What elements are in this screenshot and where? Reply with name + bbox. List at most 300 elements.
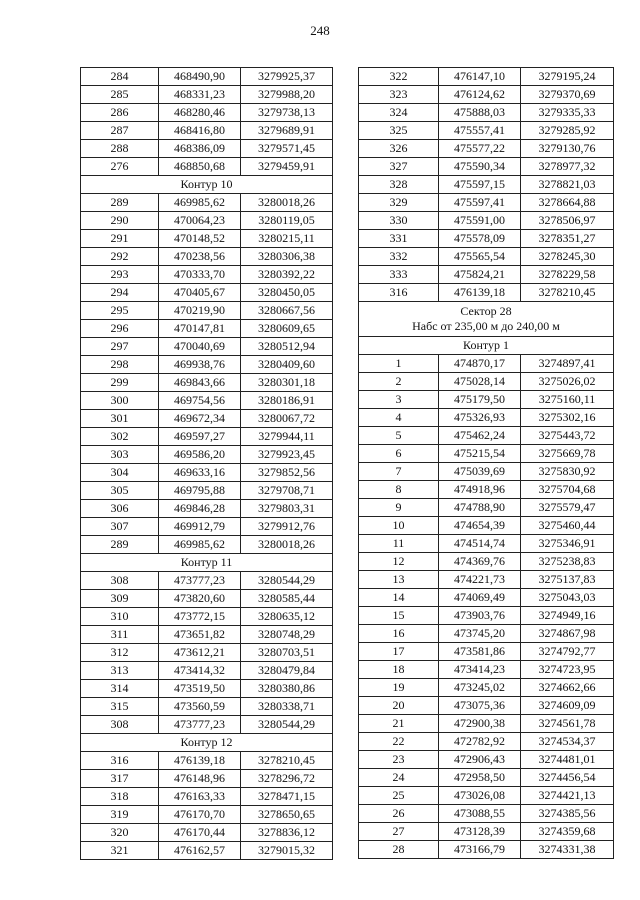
x-coordinate-cell: 475590,34 [439, 158, 521, 176]
point-number-cell: 17 [359, 643, 439, 661]
point-number-cell: 8 [359, 481, 439, 499]
point-number-cell: 310 [81, 608, 159, 626]
table-row [81, 338, 333, 356]
y-coordinate-cell: 3280409,60 [241, 356, 333, 374]
point-number-cell: 320 [81, 824, 159, 842]
point-number-cell: 21 [359, 715, 439, 733]
x-coordinate-cell: 473745,20 [439, 625, 521, 643]
y-coordinate-cell: 3280635,12 [241, 608, 333, 626]
table-row [81, 608, 333, 626]
y-coordinate-cell: 3278245,30 [521, 248, 614, 266]
y-coordinate-cell: 3280067,72 [241, 410, 333, 428]
contour-header: Контур 12 [81, 734, 333, 752]
table-row [81, 374, 333, 392]
y-coordinate-cell: 3275830,92 [521, 463, 614, 481]
point-number-cell: 308 [81, 572, 159, 590]
y-coordinate-cell: 3279988,20 [241, 86, 333, 104]
table-row [359, 733, 614, 751]
point-number-cell: 321 [81, 842, 159, 860]
table-row [81, 824, 333, 842]
point-number-cell: 314 [81, 680, 159, 698]
table-row [81, 284, 333, 302]
y-coordinate-cell: 3274421,13 [521, 787, 614, 805]
y-coordinate-cell: 3280450,05 [241, 284, 333, 302]
point-number-cell: 14 [359, 589, 439, 607]
x-coordinate-cell: 469754,56 [159, 392, 241, 410]
y-coordinate-cell: 3275669,78 [521, 445, 614, 463]
x-coordinate-cell: 474221,73 [439, 571, 521, 589]
x-coordinate-cell: 476124,62 [439, 86, 521, 104]
y-coordinate-cell: 3280748,29 [241, 626, 333, 644]
point-number-cell: 290 [81, 212, 159, 230]
point-number-cell: 20 [359, 697, 439, 715]
point-number-cell: 288 [81, 140, 159, 158]
y-coordinate-cell: 3279130,76 [521, 140, 614, 158]
y-coordinate-cell: 3278471,15 [241, 788, 333, 806]
x-coordinate-cell: 475578,09 [439, 230, 521, 248]
y-coordinate-cell: 3279912,76 [241, 518, 333, 536]
point-number-cell: 23 [359, 751, 439, 769]
point-number-cell: 316 [81, 752, 159, 770]
table-row [81, 68, 333, 86]
table-row [359, 715, 614, 733]
x-coordinate-cell: 468331,23 [159, 86, 241, 104]
y-coordinate-cell: 3279335,33 [521, 104, 614, 122]
y-coordinate-cell: 3280392,22 [241, 266, 333, 284]
point-number-cell: 287 [81, 122, 159, 140]
x-coordinate-cell: 469846,28 [159, 500, 241, 518]
table-row [81, 428, 333, 446]
point-number-cell: 328 [359, 176, 439, 194]
point-number-cell: 322 [359, 68, 439, 86]
y-coordinate-cell: 3279852,56 [241, 464, 333, 482]
y-coordinate-cell: 3280512,94 [241, 338, 333, 356]
point-number-cell: 291 [81, 230, 159, 248]
point-number-cell: 15 [359, 607, 439, 625]
y-coordinate-cell: 3274867,98 [521, 625, 614, 643]
point-number-cell: 308 [81, 716, 159, 734]
x-coordinate-cell: 470405,67 [159, 284, 241, 302]
table-row [359, 158, 614, 176]
y-coordinate-cell: 3274723,95 [521, 661, 614, 679]
y-coordinate-cell: 3274331,38 [521, 841, 614, 859]
point-number-cell: 13 [359, 571, 439, 589]
table-row [359, 409, 614, 427]
table-row [359, 643, 614, 661]
point-number-cell: 325 [359, 122, 439, 140]
y-coordinate-cell: 3278229,58 [521, 266, 614, 284]
point-number-cell: 289 [81, 536, 159, 554]
table-row [81, 104, 333, 122]
x-coordinate-cell: 475565,54 [439, 248, 521, 266]
table-row [359, 68, 614, 86]
y-coordinate-cell: 3278210,45 [241, 752, 333, 770]
point-number-cell: 293 [81, 266, 159, 284]
x-coordinate-cell: 475888,03 [439, 104, 521, 122]
x-coordinate-cell: 468490,90 [159, 68, 241, 86]
y-coordinate-cell: 3275302,16 [521, 409, 614, 427]
y-coordinate-cell: 3279925,37 [241, 68, 333, 86]
table-row [81, 680, 333, 698]
x-coordinate-cell: 474788,90 [439, 499, 521, 517]
y-coordinate-cell: 3280018,26 [241, 194, 333, 212]
table-row [81, 626, 333, 644]
y-coordinate-cell: 3279285,92 [521, 122, 614, 140]
x-coordinate-cell: 470040,69 [159, 338, 241, 356]
x-coordinate-cell: 476162,57 [159, 842, 241, 860]
y-coordinate-cell: 3275460,44 [521, 517, 614, 535]
contour-header-row [81, 554, 333, 572]
point-number-cell: 313 [81, 662, 159, 680]
point-number-cell: 296 [81, 320, 159, 338]
y-coordinate-cell: 3274385,56 [521, 805, 614, 823]
point-number-cell: 301 [81, 410, 159, 428]
x-coordinate-cell: 473777,23 [159, 572, 241, 590]
point-number-cell: 24 [359, 769, 439, 787]
point-number-cell: 304 [81, 464, 159, 482]
y-coordinate-cell: 3275443,72 [521, 427, 614, 445]
table-row [359, 284, 614, 302]
point-number-cell: 12 [359, 553, 439, 571]
point-number-cell: 5 [359, 427, 439, 445]
table-row [81, 122, 333, 140]
table-row [81, 86, 333, 104]
point-number-cell: 305 [81, 482, 159, 500]
point-number-cell: 324 [359, 104, 439, 122]
y-coordinate-cell: 3274792,77 [521, 643, 614, 661]
y-coordinate-cell: 3275346,91 [521, 535, 614, 553]
contour-header-row [81, 734, 333, 752]
y-coordinate-cell: 3275579,47 [521, 499, 614, 517]
y-coordinate-cell: 3280703,51 [241, 644, 333, 662]
x-coordinate-cell: 476170,44 [159, 824, 241, 842]
table-row [359, 805, 614, 823]
x-coordinate-cell: 469912,79 [159, 518, 241, 536]
y-coordinate-cell: 3274662,66 [521, 679, 614, 697]
point-number-cell: 22 [359, 733, 439, 751]
x-coordinate-cell: 473128,39 [439, 823, 521, 841]
x-coordinate-cell: 473088,55 [439, 805, 521, 823]
x-coordinate-cell: 475597,15 [439, 176, 521, 194]
x-coordinate-cell: 470064,23 [159, 212, 241, 230]
table-row [359, 769, 614, 787]
table-row [81, 194, 333, 212]
coordinates-table-right [358, 67, 614, 859]
x-coordinate-cell: 469938,76 [159, 356, 241, 374]
y-coordinate-cell: 3279571,45 [241, 140, 333, 158]
point-number-cell: 329 [359, 194, 439, 212]
point-number-cell: 285 [81, 86, 159, 104]
x-coordinate-cell: 472782,92 [439, 733, 521, 751]
point-number-cell: 311 [81, 626, 159, 644]
contour-header: Контур 11 [81, 554, 333, 572]
y-coordinate-cell: 3274949,16 [521, 607, 614, 625]
point-number-cell: 307 [81, 518, 159, 536]
y-coordinate-cell: 3278506,97 [521, 212, 614, 230]
point-number-cell: 316 [359, 284, 439, 302]
y-coordinate-cell: 3274897,41 [521, 355, 614, 373]
table-row [359, 823, 614, 841]
table-row [359, 445, 614, 463]
point-number-cell: 276 [81, 158, 159, 176]
x-coordinate-cell: 473560,59 [159, 698, 241, 716]
x-coordinate-cell: 469843,66 [159, 374, 241, 392]
table-row [359, 499, 614, 517]
point-number-cell: 298 [81, 356, 159, 374]
table-row [81, 248, 333, 266]
x-coordinate-cell: 473777,23 [159, 716, 241, 734]
x-coordinate-cell: 476148,96 [159, 770, 241, 788]
point-number-cell: 303 [81, 446, 159, 464]
x-coordinate-cell: 473026,08 [439, 787, 521, 805]
table-row [81, 590, 333, 608]
x-coordinate-cell: 469985,62 [159, 536, 241, 554]
x-coordinate-cell: 468386,09 [159, 140, 241, 158]
x-coordinate-cell: 473820,60 [159, 590, 241, 608]
point-number-cell: 18 [359, 661, 439, 679]
point-number-cell: 10 [359, 517, 439, 535]
table-row [359, 625, 614, 643]
y-coordinate-cell: 3278351,27 [521, 230, 614, 248]
table-row [81, 140, 333, 158]
table-row [359, 571, 614, 589]
x-coordinate-cell: 475557,41 [439, 122, 521, 140]
x-coordinate-cell: 470333,70 [159, 266, 241, 284]
x-coordinate-cell: 475591,00 [439, 212, 521, 230]
point-number-cell: 6 [359, 445, 439, 463]
y-coordinate-cell: 3279195,24 [521, 68, 614, 86]
point-number-cell: 332 [359, 248, 439, 266]
x-coordinate-cell: 474870,17 [439, 355, 521, 373]
table-row [359, 463, 614, 481]
table-row [81, 536, 333, 554]
point-number-cell: 295 [81, 302, 159, 320]
x-coordinate-cell: 469985,62 [159, 194, 241, 212]
table-row [81, 212, 333, 230]
point-number-cell: 326 [359, 140, 439, 158]
y-coordinate-cell: 3279370,69 [521, 86, 614, 104]
y-coordinate-cell: 3280609,65 [241, 320, 333, 338]
y-coordinate-cell: 3278210,45 [521, 284, 614, 302]
table-row [359, 104, 614, 122]
point-number-cell: 327 [359, 158, 439, 176]
point-number-cell: 309 [81, 590, 159, 608]
coordinates-table-left [80, 67, 333, 860]
x-coordinate-cell: 469795,88 [159, 482, 241, 500]
y-coordinate-cell: 3279923,45 [241, 446, 333, 464]
x-coordinate-cell: 473903,76 [439, 607, 521, 625]
x-coordinate-cell: 473651,82 [159, 626, 241, 644]
y-coordinate-cell: 3274456,54 [521, 769, 614, 787]
table-row [81, 572, 333, 590]
x-coordinate-cell: 474369,76 [439, 553, 521, 571]
x-coordinate-cell: 468416,80 [159, 122, 241, 140]
x-coordinate-cell: 472900,38 [439, 715, 521, 733]
table-row [359, 140, 614, 158]
x-coordinate-cell: 474654,39 [439, 517, 521, 535]
x-coordinate-cell: 474918,96 [439, 481, 521, 499]
x-coordinate-cell: 468850,68 [159, 158, 241, 176]
y-coordinate-cell: 3279738,13 [241, 104, 333, 122]
table-row [81, 482, 333, 500]
table-row [359, 607, 614, 625]
x-coordinate-cell: 473166,79 [439, 841, 521, 859]
y-coordinate-cell: 3279015,32 [241, 842, 333, 860]
x-coordinate-cell: 475597,41 [439, 194, 521, 212]
table-row [81, 302, 333, 320]
point-number-cell: 315 [81, 698, 159, 716]
x-coordinate-cell: 470238,56 [159, 248, 241, 266]
table-row [359, 176, 614, 194]
point-number-cell: 323 [359, 86, 439, 104]
point-number-cell: 27 [359, 823, 439, 841]
y-coordinate-cell: 3278664,88 [521, 194, 614, 212]
table-row [81, 266, 333, 284]
y-coordinate-cell: 3275137,83 [521, 571, 614, 589]
x-coordinate-cell: 476147,10 [439, 68, 521, 86]
x-coordinate-cell: 475824,21 [439, 266, 521, 284]
y-coordinate-cell: 3280338,71 [241, 698, 333, 716]
point-number-cell: 289 [81, 194, 159, 212]
x-coordinate-cell: 473772,15 [159, 608, 241, 626]
table-row [359, 122, 614, 140]
x-coordinate-cell: 474514,74 [439, 535, 521, 553]
point-number-cell: 1 [359, 355, 439, 373]
y-coordinate-cell: 3278650,65 [241, 806, 333, 824]
contour-header-row [359, 337, 614, 355]
table-row [81, 410, 333, 428]
point-number-cell: 297 [81, 338, 159, 356]
table-row [81, 230, 333, 248]
point-number-cell: 286 [81, 104, 159, 122]
table-row [81, 806, 333, 824]
table-row [81, 158, 333, 176]
x-coordinate-cell: 475028,14 [439, 373, 521, 391]
y-coordinate-cell: 3279803,31 [241, 500, 333, 518]
x-coordinate-cell: 470148,52 [159, 230, 241, 248]
point-number-cell: 306 [81, 500, 159, 518]
point-number-cell: 19 [359, 679, 439, 697]
y-coordinate-cell: 3280380,86 [241, 680, 333, 698]
y-coordinate-cell: 3280301,18 [241, 374, 333, 392]
contour-header: Контур 1 [359, 337, 614, 355]
y-coordinate-cell: 3274534,37 [521, 733, 614, 751]
table-row [359, 230, 614, 248]
table-row [81, 644, 333, 662]
x-coordinate-cell: 475577,22 [439, 140, 521, 158]
point-number-cell: 292 [81, 248, 159, 266]
x-coordinate-cell: 475215,54 [439, 445, 521, 463]
table-row [359, 481, 614, 499]
point-number-cell: 317 [81, 770, 159, 788]
x-coordinate-cell: 470147,81 [159, 320, 241, 338]
table-row [359, 391, 614, 409]
table-row [359, 535, 614, 553]
table-row [81, 662, 333, 680]
point-number-cell: 299 [81, 374, 159, 392]
y-coordinate-cell: 3274561,78 [521, 715, 614, 733]
point-number-cell: 318 [81, 788, 159, 806]
x-coordinate-cell: 469597,27 [159, 428, 241, 446]
table-row [81, 320, 333, 338]
x-coordinate-cell: 476139,18 [159, 752, 241, 770]
x-coordinate-cell: 469586,20 [159, 446, 241, 464]
x-coordinate-cell: 476163,33 [159, 788, 241, 806]
point-number-cell: 11 [359, 535, 439, 553]
y-coordinate-cell: 3280215,11 [241, 230, 333, 248]
sector-height-range: Набс от 235,00 м до 240,00 м [412, 319, 560, 333]
table-row [81, 788, 333, 806]
y-coordinate-cell: 3280585,44 [241, 590, 333, 608]
y-coordinate-cell: 3279689,91 [241, 122, 333, 140]
y-coordinate-cell: 3274481,01 [521, 751, 614, 769]
point-number-cell: 302 [81, 428, 159, 446]
y-coordinate-cell: 3279708,71 [241, 482, 333, 500]
y-coordinate-cell: 3275043,03 [521, 589, 614, 607]
y-coordinate-cell: 3275160,11 [521, 391, 614, 409]
table-row [359, 194, 614, 212]
y-coordinate-cell: 3279944,11 [241, 428, 333, 446]
point-number-cell: 7 [359, 463, 439, 481]
y-coordinate-cell: 3280186,91 [241, 392, 333, 410]
x-coordinate-cell: 472958,50 [439, 769, 521, 787]
table-row [359, 212, 614, 230]
x-coordinate-cell: 473612,21 [159, 644, 241, 662]
point-number-cell: 9 [359, 499, 439, 517]
point-number-cell: 294 [81, 284, 159, 302]
table-row [359, 266, 614, 284]
point-number-cell: 312 [81, 644, 159, 662]
table-row [359, 248, 614, 266]
x-coordinate-cell: 475039,69 [439, 463, 521, 481]
x-coordinate-cell: 473581,86 [439, 643, 521, 661]
table-row [359, 787, 614, 805]
table-row [359, 86, 614, 104]
table-row [81, 392, 333, 410]
table-row [359, 697, 614, 715]
y-coordinate-cell: 3280544,29 [241, 716, 333, 734]
point-number-cell: 330 [359, 212, 439, 230]
y-coordinate-cell: 3275026,02 [521, 373, 614, 391]
point-number-cell: 284 [81, 68, 159, 86]
contour-header-row [81, 176, 333, 194]
y-coordinate-cell: 3280667,56 [241, 302, 333, 320]
table-row [359, 517, 614, 535]
sector-header-row [359, 302, 614, 337]
x-coordinate-cell: 473075,36 [439, 697, 521, 715]
sector-header [359, 302, 614, 337]
y-coordinate-cell: 3274359,68 [521, 823, 614, 841]
x-coordinate-cell: 473519,50 [159, 680, 241, 698]
sector-title: Сектор 28 [460, 304, 512, 318]
y-coordinate-cell: 3280306,38 [241, 248, 333, 266]
y-coordinate-cell: 3275704,68 [521, 481, 614, 499]
y-coordinate-cell: 3280119,05 [241, 212, 333, 230]
table-row [359, 751, 614, 769]
table-row [81, 464, 333, 482]
x-coordinate-cell: 473245,02 [439, 679, 521, 697]
y-coordinate-cell: 3279459,91 [241, 158, 333, 176]
point-number-cell: 16 [359, 625, 439, 643]
y-coordinate-cell: 3278977,32 [521, 158, 614, 176]
y-coordinate-cell: 3278836,12 [241, 824, 333, 842]
table-row [81, 770, 333, 788]
x-coordinate-cell: 469633,16 [159, 464, 241, 482]
table-row [81, 842, 333, 860]
point-number-cell: 26 [359, 805, 439, 823]
table-row [359, 355, 614, 373]
table-row [81, 500, 333, 518]
